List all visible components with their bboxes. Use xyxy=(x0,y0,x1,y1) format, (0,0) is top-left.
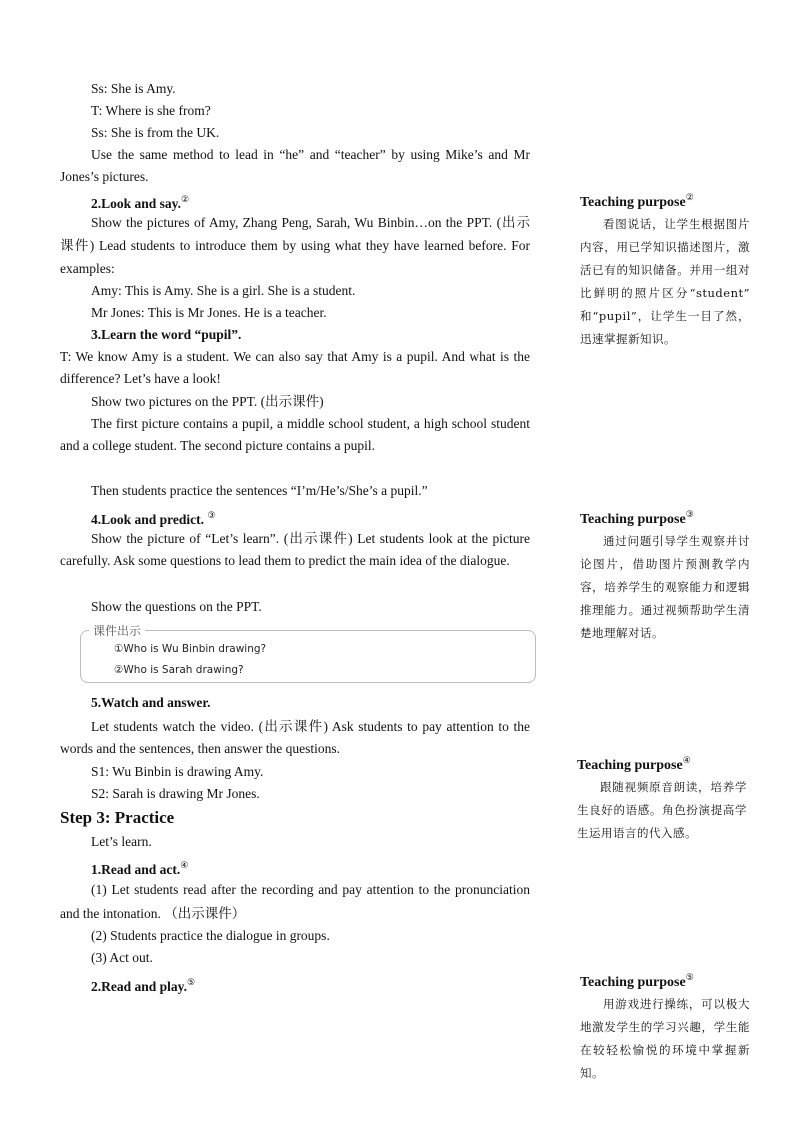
paragraph: (1) Let students read after the recording and pay attention to the pronunciation and the intonation. （出示课件） xyxy=(60,882,530,921)
paragraph: Use the same method to lead in “he” and “teacher” by using Mike’s and Mr Jones’s pictures. xyxy=(60,147,530,184)
courseware-question: ②Who is Sarah drawing? xyxy=(114,664,244,676)
paragraph: (2) Students practice the dialogue in groups. xyxy=(91,928,330,943)
example-line: Mr Jones: This is Mr Jones. He is a teacher. xyxy=(91,305,327,320)
courseware-box xyxy=(80,624,536,683)
dialogue-line: Ss: She is from the UK. xyxy=(91,125,220,140)
paragraph: Show the questions on the PPT. xyxy=(91,599,262,614)
section-heading: 1.Read and act.④ xyxy=(91,860,189,877)
note-title: Teaching purpose④ xyxy=(577,755,691,773)
note-title: Teaching purpose⑤ xyxy=(580,972,694,990)
note-title: Teaching purpose③ xyxy=(580,509,694,527)
note-text: 通过问题引导学生观察并讨论图片，借助图片预测教学内容，培养学生的观察能力和逻辑推理能力。通过视频帮助学生清楚地理解对话。 xyxy=(580,534,750,640)
section-heading: 3.Learn the word “pupil”. xyxy=(91,327,242,342)
note-text: 跟随视频原音朗读，培养学生良好的语感。角色扮演提高学生运用语言的代入感。 xyxy=(577,780,747,840)
teaching-purpose-note xyxy=(580,187,750,351)
paragraph: The first picture contains a pupil, a middle school student, a high school student and a college student. The second picture contains a pupil. xyxy=(60,416,530,453)
dialogue-line: S2: Sarah is drawing Mr Jones. xyxy=(91,786,260,801)
paragraph: T: We know Amy is a student. We can also say that Amy is a pupil. And what is the difference? Let’s have a look! xyxy=(60,349,530,386)
section-heading: 5.Watch and answer. xyxy=(91,695,211,710)
courseware-question: ①Who is Wu Binbin drawing? xyxy=(114,643,267,655)
paragraph: (3) Act out. xyxy=(91,950,153,965)
teaching-purpose-note xyxy=(580,504,750,645)
dialogue-line: S1: Wu Binbin is drawing Amy. xyxy=(91,764,264,779)
dialogue-line: Ss: She is Amy. xyxy=(91,81,176,96)
section-heading: 4.Look and predict. ③ xyxy=(91,510,216,527)
dialogue-line: T: Where is she from? xyxy=(91,103,211,118)
paragraph: Then students practice the sentences “I’m/He’s/She’s a pupil.” xyxy=(91,483,428,498)
paragraph: Show two pictures on the PPT. (出示课件) xyxy=(91,394,324,409)
paragraph: Let’s learn. xyxy=(91,834,152,849)
paragraph: Show the picture of “Let’s learn”. (出示课件) Let students look at the picture carefully. Ask some questions to lead them to predict the main idea of the dialogue. xyxy=(60,531,530,568)
teaching-purpose-note xyxy=(580,967,750,1085)
note-title: Teaching purpose② xyxy=(580,192,694,210)
paragraph: Let students watch the video. (出示课件) Ask students to pay attention to the words and the sentences, then answer the questions. xyxy=(60,719,530,756)
note-text: 用游戏进行操练，可以极大地激发学生的学习兴趣，学生能在较轻松愉悦的环境中掌握新知。 xyxy=(580,997,750,1080)
courseware-title: 课件出示 xyxy=(89,622,145,639)
section-heading: 2.Look and say.② xyxy=(91,194,190,211)
section-heading: 2.Read and play.⑤ xyxy=(91,977,196,994)
paragraph: Show the pictures of Amy, Zhang Peng, Sarah, Wu Binbin…on the PPT. (出示课件) Lead students to introduce them by using what they have learned before. For examples: xyxy=(60,215,530,276)
teaching-purpose-note xyxy=(577,750,747,845)
note-text: 看图说话，让学生根据图片内容，用已学知识描述图片，激活已有的知识储备。并用一组对比鲜明的照片区分“student” 和“pupil”，让学生一目了然，迅速掌握新知识。 xyxy=(580,217,750,346)
step-heading: Step 3: Practice xyxy=(60,808,175,827)
example-line: Amy: This is Amy. She is a girl. She is a student. xyxy=(91,283,356,298)
